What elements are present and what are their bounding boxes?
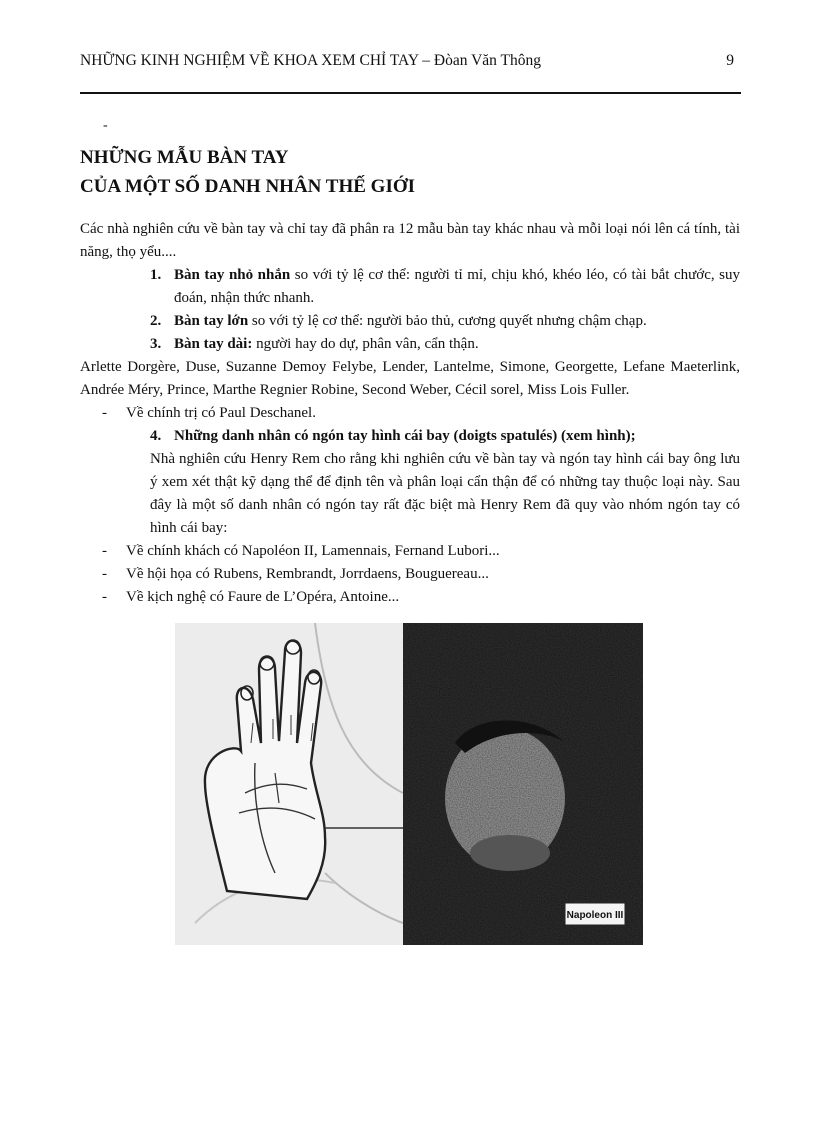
header-rule: [80, 92, 741, 94]
section-title-line1: NHỮNG MẪU BÀN TAY: [80, 147, 289, 168]
list-item: [80, 264, 740, 310]
example-text: Về chính khách có Napoléon II, Lamennais, Fernand Lubori...: [126, 543, 500, 559]
list-item-4: [80, 425, 740, 448]
example-text: Về kịch nghệ có Faure de L’Opéra, Antoine...: [126, 589, 400, 605]
dash-mark: -: [102, 543, 107, 559]
list-item-number: 1.: [150, 267, 162, 283]
list-item: [80, 333, 740, 356]
politics-line: [80, 402, 740, 425]
running-title: NHỮNG KINH NGHIỆM VỀ KHOA XEM CHỈ TAY – Đòan Văn Thông: [80, 52, 541, 69]
list-item-term: Bàn tay dài:: [174, 336, 253, 352]
item4-body: Nhà nghiên cứu Henry Rem cho rằng khi nghiên cứu về bàn tay và ngón tay hình cái bay ông lưu ý xem xét thật kỹ dạng thể để định tên và phân loại cẩn thận để có những tay thuộc loại này. Sau đây là một số danh nhân có ngón tay rất đặc biệt mà Henry Rem đã quy vào nhóm ngón tay có hình cái bay:: [150, 451, 740, 536]
page-number: 9: [726, 52, 734, 69]
intro-paragraph: Các nhà nghiên cứu về bàn tay và chỉ tay đã phân ra 12 mẫu bàn tay khác nhau và mỗi loại nói lên cá tính, tài năng, thọ yểu....: [80, 221, 740, 260]
body-text: [80, 218, 740, 609]
example-text: Về hội họa có Rubens, Rembrandt, Jorrdaens, Bouguereau...: [126, 566, 489, 582]
stray-mark: -: [103, 118, 108, 133]
hand-portrait-figure: [175, 623, 643, 945]
napoleon-portrait: [403, 623, 643, 945]
example-line: [80, 586, 740, 609]
dash-mark: -: [102, 566, 107, 582]
list-item-number: 2.: [150, 313, 162, 329]
portrait-caption: Napoleon III: [566, 910, 624, 921]
dash-mark: -: [102, 589, 107, 605]
names-paragraph: Arlette Dorgère, Duse, Suzanne Demoy Felybe, Lender, Lantelme, Simone, Georgette, Lefane Maeterlink, Andrée Méry, Prince, Marthe Regnier Robine, Second Weber, Cécil sorel, Miss Lois Fuller.: [80, 359, 740, 398]
list-item-desc: so với tỷ lệ cơ thể: người tỉ mỉ, chịu khó, khéo léo, có tài bắt chước, suy đoán, nhận thức nhanh.: [174, 267, 740, 306]
running-header: [80, 52, 740, 70]
hand-drawing: [175, 623, 403, 945]
figure-image: [175, 623, 643, 945]
example-line: [80, 563, 740, 586]
section-title-line2: CỦA MỘT SỐ DANH NHÂN THẾ GIỚI: [80, 176, 416, 197]
list-item-desc: người hay do dự, phân vân, cẩn thận.: [252, 336, 479, 352]
politics-text: Về chính trị có Paul Deschanel.: [126, 405, 316, 421]
list-item-term: Bàn tay lớn: [174, 313, 249, 329]
list-item: [80, 310, 740, 333]
list-item-number: 4.: [150, 428, 162, 444]
list-item-desc: so với tỷ lệ cơ thể: người bảo thủ, cương quyết nhưng chậm chạp.: [248, 313, 647, 329]
example-line: [80, 540, 740, 563]
list-item-heading: Những danh nhân có ngón tay hình cái bay (doigts spatulés) (xem hình);: [174, 428, 636, 444]
section-title: [80, 143, 415, 201]
dash-mark: -: [102, 405, 107, 421]
list-item-number: 3.: [150, 336, 162, 352]
list-item-term: Bàn tay nhỏ nhắn: [174, 267, 291, 283]
